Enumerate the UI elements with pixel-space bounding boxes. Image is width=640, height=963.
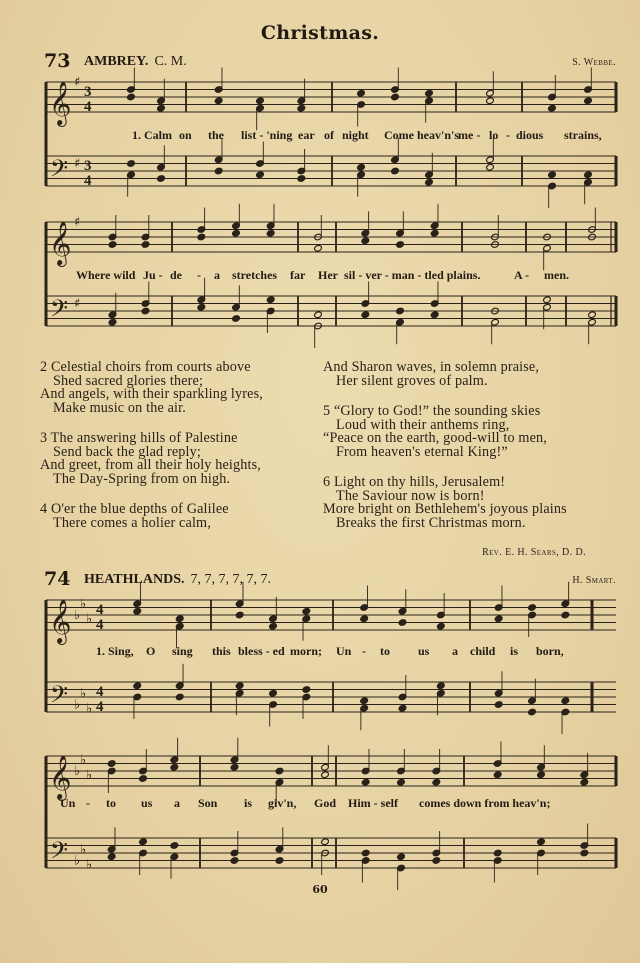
- verse-line: And Sharon waves, in solemn praise,: [323, 359, 540, 375]
- verse-line: “Peace on the earth, good-will to men,: [323, 430, 547, 446]
- lyric-syllable: -: [86, 796, 90, 810]
- svg-text:♯: ♯: [74, 215, 81, 230]
- svg-text:4: 4: [96, 684, 104, 700]
- meter: C. M.: [154, 54, 187, 69]
- verse: [323, 405, 613, 459]
- verse-line: Shed sacred glories there;: [53, 372, 204, 389]
- svg-text:4: 4: [84, 99, 92, 115]
- lyric-syllable: far: [290, 268, 306, 282]
- verse-line: 3 The answering hills of Palestine: [40, 430, 238, 446]
- svg-text:♯: ♯: [74, 75, 81, 90]
- svg-text:♭: ♭: [74, 853, 81, 869]
- verse-line: Breaks the first Christmas morn.: [336, 514, 526, 531]
- lyric-syllable: bless - ed: [238, 644, 285, 658]
- bass-clef-icon: 𝄢: [50, 154, 69, 188]
- lyric-syllable: to: [380, 644, 390, 658]
- treble-clef-icon: 𝄞: [49, 755, 72, 799]
- lyric-syllable: Un: [336, 644, 352, 658]
- lyric-syllable: born,: [536, 644, 564, 658]
- lyric-syllable: to: [106, 796, 116, 810]
- verse-line: Send back the glad reply;: [53, 443, 201, 460]
- composer: H. Smart.: [572, 575, 616, 586]
- lyric-syllable: O: [146, 644, 156, 658]
- bass-clef-icon: 𝄢: [50, 294, 69, 328]
- lyric-syllable: morn;: [290, 644, 322, 658]
- lyric-syllable: a: [174, 796, 180, 810]
- lyric-syllable: de: [170, 268, 182, 282]
- hymn-74-header: [38, 570, 616, 590]
- lyric-syllable: is: [244, 796, 253, 810]
- tune-title: HEATHLANDS.: [84, 572, 185, 587]
- svg-text:♭: ♭: [86, 857, 93, 873]
- svg-text:4: 4: [96, 699, 104, 715]
- hymn-number: 74: [44, 568, 71, 590]
- lyric-syllable: Her: [318, 268, 338, 282]
- treble-clef-icon: 𝄞: [49, 599, 72, 643]
- verse: [40, 503, 330, 530]
- svg-text:♯: ♯: [74, 156, 81, 172]
- lyric-syllable: on: [179, 128, 192, 142]
- svg-text:♭: ♭: [80, 686, 87, 702]
- hymn-number: 73: [44, 50, 71, 72]
- lyric-syllable: -: [362, 644, 366, 658]
- verses-right-column: [323, 361, 613, 558]
- lyric-syllable: me -: [458, 128, 481, 142]
- lyric-syllable: us: [418, 644, 430, 658]
- lyric-syllable: strains,: [564, 128, 602, 142]
- hymn-73-header: [38, 52, 616, 72]
- lyric-syllable: Son: [198, 796, 218, 810]
- lyric-syllable: stretches: [232, 268, 278, 282]
- lyric-syllable: -: [197, 268, 201, 282]
- svg-text:♭: ♭: [74, 608, 81, 623]
- svg-text:♭: ♭: [80, 842, 87, 858]
- lyric-syllable: lo: [489, 128, 499, 142]
- svg-text:♭: ♭: [86, 611, 93, 627]
- lyric-syllable: giv'n,: [268, 796, 297, 810]
- music-system: [36, 70, 620, 210]
- lyric-syllable: dious: [516, 128, 544, 142]
- treble-clef-icon: 𝄞: [49, 81, 72, 125]
- svg-text:♭: ♭: [86, 701, 93, 717]
- lyric-syllable: Him - self: [348, 796, 398, 810]
- verse-line: The Saviour now is born!: [336, 487, 485, 504]
- svg-text:3: 3: [84, 158, 92, 174]
- svg-text:3: 3: [84, 84, 92, 100]
- lyric-syllable: is: [510, 644, 519, 658]
- svg-text:♯: ♯: [74, 296, 81, 312]
- lyric-syllable: Ju -: [143, 268, 163, 282]
- lyric-syllable: sing: [172, 644, 193, 658]
- verse-line: The Day-Spring from on high.: [53, 470, 231, 487]
- lyric-syllable: comes down from heav'n;: [419, 796, 551, 810]
- svg-text:4: 4: [96, 602, 104, 618]
- verse-line: And angels, with their sparkling lyres,: [40, 386, 263, 402]
- composer: S. Webbe.: [572, 57, 616, 68]
- lyric-syllable: sil - ver - man - tled plains.: [344, 268, 481, 282]
- section-title: Christmas.: [260, 22, 380, 44]
- staff-notation: [36, 742, 620, 892]
- svg-text:♭: ♭: [74, 697, 81, 713]
- lyric-syllable: 1. Calm: [132, 128, 172, 142]
- tune-title: AMBREY.: [84, 54, 149, 69]
- verse-line: From heaven's eternal King!”: [336, 443, 508, 460]
- verse-line: Loud with their anthems ring,: [336, 416, 510, 433]
- verse: [40, 432, 330, 486]
- music-system: [36, 208, 620, 348]
- lyric-syllable: this: [212, 644, 231, 658]
- lyric-syllable: of: [324, 128, 334, 142]
- verse-line: 2 Celestial choirs from courts above: [40, 359, 251, 375]
- page-number: 60: [312, 883, 328, 896]
- verse-line: More bright on Bethlehem's joyous plains: [323, 501, 567, 517]
- svg-text:4: 4: [84, 173, 92, 189]
- lyric-syllable: men.: [544, 268, 569, 282]
- svg-text:♭: ♭: [86, 767, 93, 783]
- verse-line: 5 “Glory to God!” the sounding skies: [323, 403, 541, 419]
- verse-line: And greet, from all their holy heights,: [40, 457, 261, 473]
- verse-line: Make music on the air.: [53, 399, 186, 416]
- lyric-syllable: a: [452, 644, 458, 658]
- verses-left-column: [40, 361, 330, 547]
- bass-clef-icon: 𝄢: [50, 680, 69, 714]
- verse-line: Her silent groves of palm.: [336, 372, 488, 389]
- lyric-syllable: us: [141, 796, 153, 810]
- verse: [40, 361, 330, 415]
- verse: [323, 476, 613, 530]
- staff-notation: [36, 208, 620, 358]
- svg-text:♭: ♭: [80, 752, 87, 768]
- svg-text:♭: ♭: [80, 596, 87, 612]
- lyric-syllable: the: [208, 128, 224, 142]
- lyric-syllable: list - 'ning: [241, 128, 293, 142]
- music-system: [36, 742, 620, 882]
- svg-text:♭: ♭: [74, 764, 81, 779]
- lyric-syllable: Un: [60, 796, 76, 810]
- verse-line: 6 Light on thy hills, Jerusalem!: [323, 474, 506, 490]
- verse-line: 4 O'er the blue depths of Galilee: [40, 501, 229, 517]
- lyric-syllable: A -: [514, 268, 529, 282]
- lyric-syllable: Come heav'n's: [384, 128, 459, 142]
- music-system: [36, 592, 620, 732]
- lyric-syllable: God: [314, 796, 337, 810]
- lyric-syllable: -: [506, 128, 510, 142]
- lyric-syllable: Where wild: [76, 268, 136, 282]
- bass-clef-icon: 𝄢: [50, 836, 69, 870]
- lyric-syllable: a: [214, 268, 220, 282]
- svg-text:4: 4: [96, 617, 104, 633]
- verse: [323, 361, 613, 388]
- treble-clef-icon: 𝄞: [49, 221, 72, 265]
- staff-notation: [36, 70, 620, 220]
- lyric-syllable: night: [342, 128, 369, 142]
- lyric-syllable: ear: [298, 128, 315, 142]
- lyric-syllable: child: [470, 644, 496, 658]
- author-credit: Rev. E. H. Sears, D. D.: [482, 547, 586, 558]
- tune-name: [84, 54, 187, 70]
- meter: 7, 7, 7, 7, 7, 7.: [190, 572, 271, 587]
- staff-notation: [36, 592, 620, 742]
- lyric-syllable: 1. Sing,: [96, 644, 134, 658]
- verse-line: There comes a holier calm,: [53, 514, 211, 531]
